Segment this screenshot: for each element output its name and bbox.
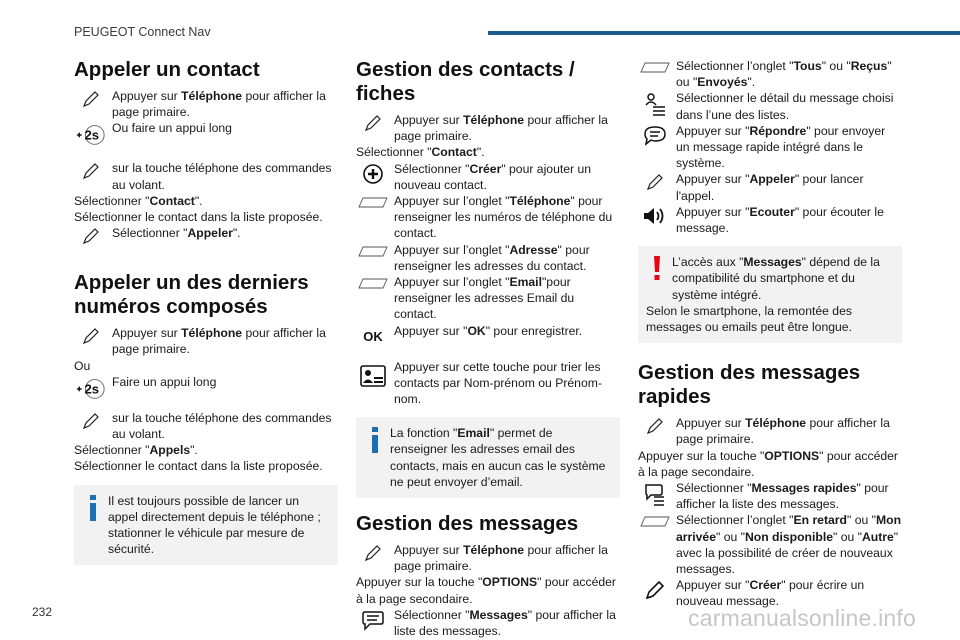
header-title: PEUGEOT Connect Nav bbox=[74, 25, 211, 39]
instruction-ou: Ou bbox=[74, 358, 91, 373]
long-press-2s-icon bbox=[76, 122, 106, 148]
instruction-options: Appuyer sur la touche "OPTIONS" pour accéder à la page secondaire. bbox=[356, 575, 616, 606]
warning-text-2: Selon le smartphone, la remontée des messages ou emails peut être longue. bbox=[646, 303, 852, 335]
speaker-icon bbox=[640, 206, 670, 232]
section-title-appeler-contact: Appeler un contact bbox=[74, 58, 260, 81]
info-text: Il est toujours possible de lancer un appel directement depuis le téléphone ; stationner le véhicule par mesure de sécurité. bbox=[108, 493, 321, 557]
step-messages-rapides: Sélectionner "Messages rapides" pour afficher la liste des messages. bbox=[638, 480, 902, 512]
warning-text: L’accès aux "Messages" dépend de la compatibilité du smartphone et du système intégré. bbox=[672, 255, 880, 302]
add-circle-icon bbox=[358, 163, 388, 189]
step-telephone: Appuyer sur Téléphone pour afficher la page primaire. bbox=[74, 88, 338, 120]
step-messages: Sélectionner "Messages" pour afficher la liste des messages. bbox=[356, 607, 620, 639]
column-2 bbox=[356, 58, 620, 639]
step-onglet-telephone: Appuyer sur l’onglet "Téléphone" pour renseigner les numéros de téléphone du contact. bbox=[356, 193, 620, 242]
svg-text:2s: 2s bbox=[84, 128, 100, 144]
instruction-appels: Sélectionner "Appels". bbox=[74, 443, 198, 458]
contact-sort-icon bbox=[358, 365, 388, 391]
step-onglet-tous: Sélectionner l’onglet "Tous" ou "Reçus" ou "Envoyés". bbox=[638, 58, 902, 90]
info-icon bbox=[88, 495, 98, 525]
sms-icon bbox=[358, 609, 388, 635]
tab-icon bbox=[640, 60, 670, 86]
pencil-icon bbox=[76, 412, 106, 438]
ok-button-icon: OK bbox=[363, 328, 383, 344]
step-steering-key-2: sur la touche téléphone des commandes au volant. bbox=[74, 410, 338, 442]
pencil-icon bbox=[76, 227, 106, 253]
step-detail: Sélectionner le détail du message choisi dans l’une des listes. bbox=[638, 90, 902, 122]
tab-icon bbox=[358, 276, 388, 302]
step-appeler-msg: Appuyer sur "Appeler" pour lancer l'appel. bbox=[638, 171, 902, 203]
pencil-icon bbox=[358, 544, 388, 570]
column-1 bbox=[74, 58, 338, 565]
pencil-icon bbox=[640, 173, 670, 199]
step-repondre: Appuyer sur "Répondre" pour envoyer un message rapide intégré dans le système. bbox=[638, 123, 902, 172]
step-appeler: Sélectionner "Appeler". bbox=[74, 225, 338, 257]
step-creer: Sélectionner "Créer" pour ajouter un nouveau contact. bbox=[356, 161, 620, 193]
info-box-safety bbox=[74, 485, 338, 566]
step-telephone-3: Appuyer sur Téléphone pour afficher la page primaire. bbox=[356, 112, 620, 144]
tab-icon bbox=[358, 244, 388, 270]
reply-message-icon bbox=[640, 125, 670, 151]
section-title-messages-rapides: Gestion des messages rapides bbox=[638, 361, 861, 409]
step-telephone-2: Appuyer sur Téléphone pour afficher la page primaire. bbox=[74, 325, 338, 357]
step-creer-message: Appuyer sur "Créer" pour écrire un nouveau message. bbox=[638, 577, 902, 609]
pencil-icon bbox=[76, 90, 106, 116]
watermark: carmanualsonline.info bbox=[688, 605, 916, 631]
warning-box-messages bbox=[638, 246, 902, 343]
info-icon bbox=[370, 427, 380, 457]
message-detail-icon bbox=[640, 92, 670, 118]
tab-icon bbox=[640, 514, 670, 540]
warning-exclamation-icon bbox=[652, 256, 662, 286]
section-title-gestion-contacts: Gestion des contacts / fiches bbox=[356, 58, 575, 105]
instruction-select-contact: Sélectionner le contact dans la liste proposée. bbox=[74, 210, 323, 225]
instruction-contact-2: Sélectionner "Contact". bbox=[356, 145, 485, 160]
step-long-press: 2s Ou faire un appui long bbox=[74, 120, 338, 152]
tab-icon bbox=[358, 195, 388, 221]
section-title-gestion-messages: Gestion des messages bbox=[356, 512, 579, 536]
pencil-icon bbox=[640, 417, 670, 443]
page-number: 232 bbox=[32, 605, 53, 619]
column-3 bbox=[638, 58, 902, 610]
edit-pencil-icon bbox=[640, 579, 670, 605]
step-onglet-en-retard: Sélectionner l’onglet "En retard" ou "Mon arrivée" ou "Non disponible" ou "Autre" avec la possibilité de créer de nouveaux messages. bbox=[638, 512, 902, 577]
section-title-derniers-numeros: Appeler un des derniers numéros composés bbox=[74, 271, 309, 319]
step-ecouter: Appuyer sur "Ecouter" pour écouter le message. bbox=[638, 204, 902, 236]
step-onglet-adresse: Appuyer sur l’onglet "Adresse" pour renseigner les adresses du contact. bbox=[356, 242, 620, 274]
instruction-select-contact-2: Sélectionner le contact dans la liste proposée. bbox=[74, 459, 323, 474]
step-steering-key: sur la touche téléphone des commandes au volant. bbox=[74, 160, 338, 192]
info-text-email: La fonction "Email" permet de renseigner les adresses email des contacts, mais en aucun cas le système ne peut envoyer d’email. bbox=[390, 426, 606, 489]
quick-message-icon bbox=[640, 482, 670, 508]
info-box-email bbox=[356, 417, 620, 498]
pencil-icon bbox=[76, 327, 106, 353]
long-press-2s-icon bbox=[76, 376, 106, 402]
step-sort: Appuyer sur cette touche pour trier les contacts par Nom-prénom ou Prénom-nom. bbox=[356, 359, 620, 408]
step-telephone-5: Appuyer sur Téléphone pour afficher la page primaire. bbox=[638, 415, 902, 447]
pencil-icon bbox=[358, 114, 388, 140]
step-onglet-email: Appuyer sur l’onglet "Email"pour renseigner les adresses Email du contact. bbox=[356, 274, 620, 323]
header-accent-bar bbox=[488, 31, 960, 35]
step-ok: OK Appuyer sur "OK" pour enregistrer. bbox=[356, 323, 620, 355]
pencil-icon bbox=[76, 162, 106, 188]
step-telephone-4: Appuyer sur Téléphone pour afficher la page primaire. bbox=[356, 542, 620, 574]
svg-text:2s: 2s bbox=[84, 381, 100, 397]
instruction-options-2: Appuyer sur la touche "OPTIONS" pour accéder à la page secondaire. bbox=[638, 448, 898, 479]
instruction-contact: Sélectionner "Contact". bbox=[74, 193, 203, 208]
step-long-press-2: 2s Faire un appui long bbox=[74, 374, 338, 406]
